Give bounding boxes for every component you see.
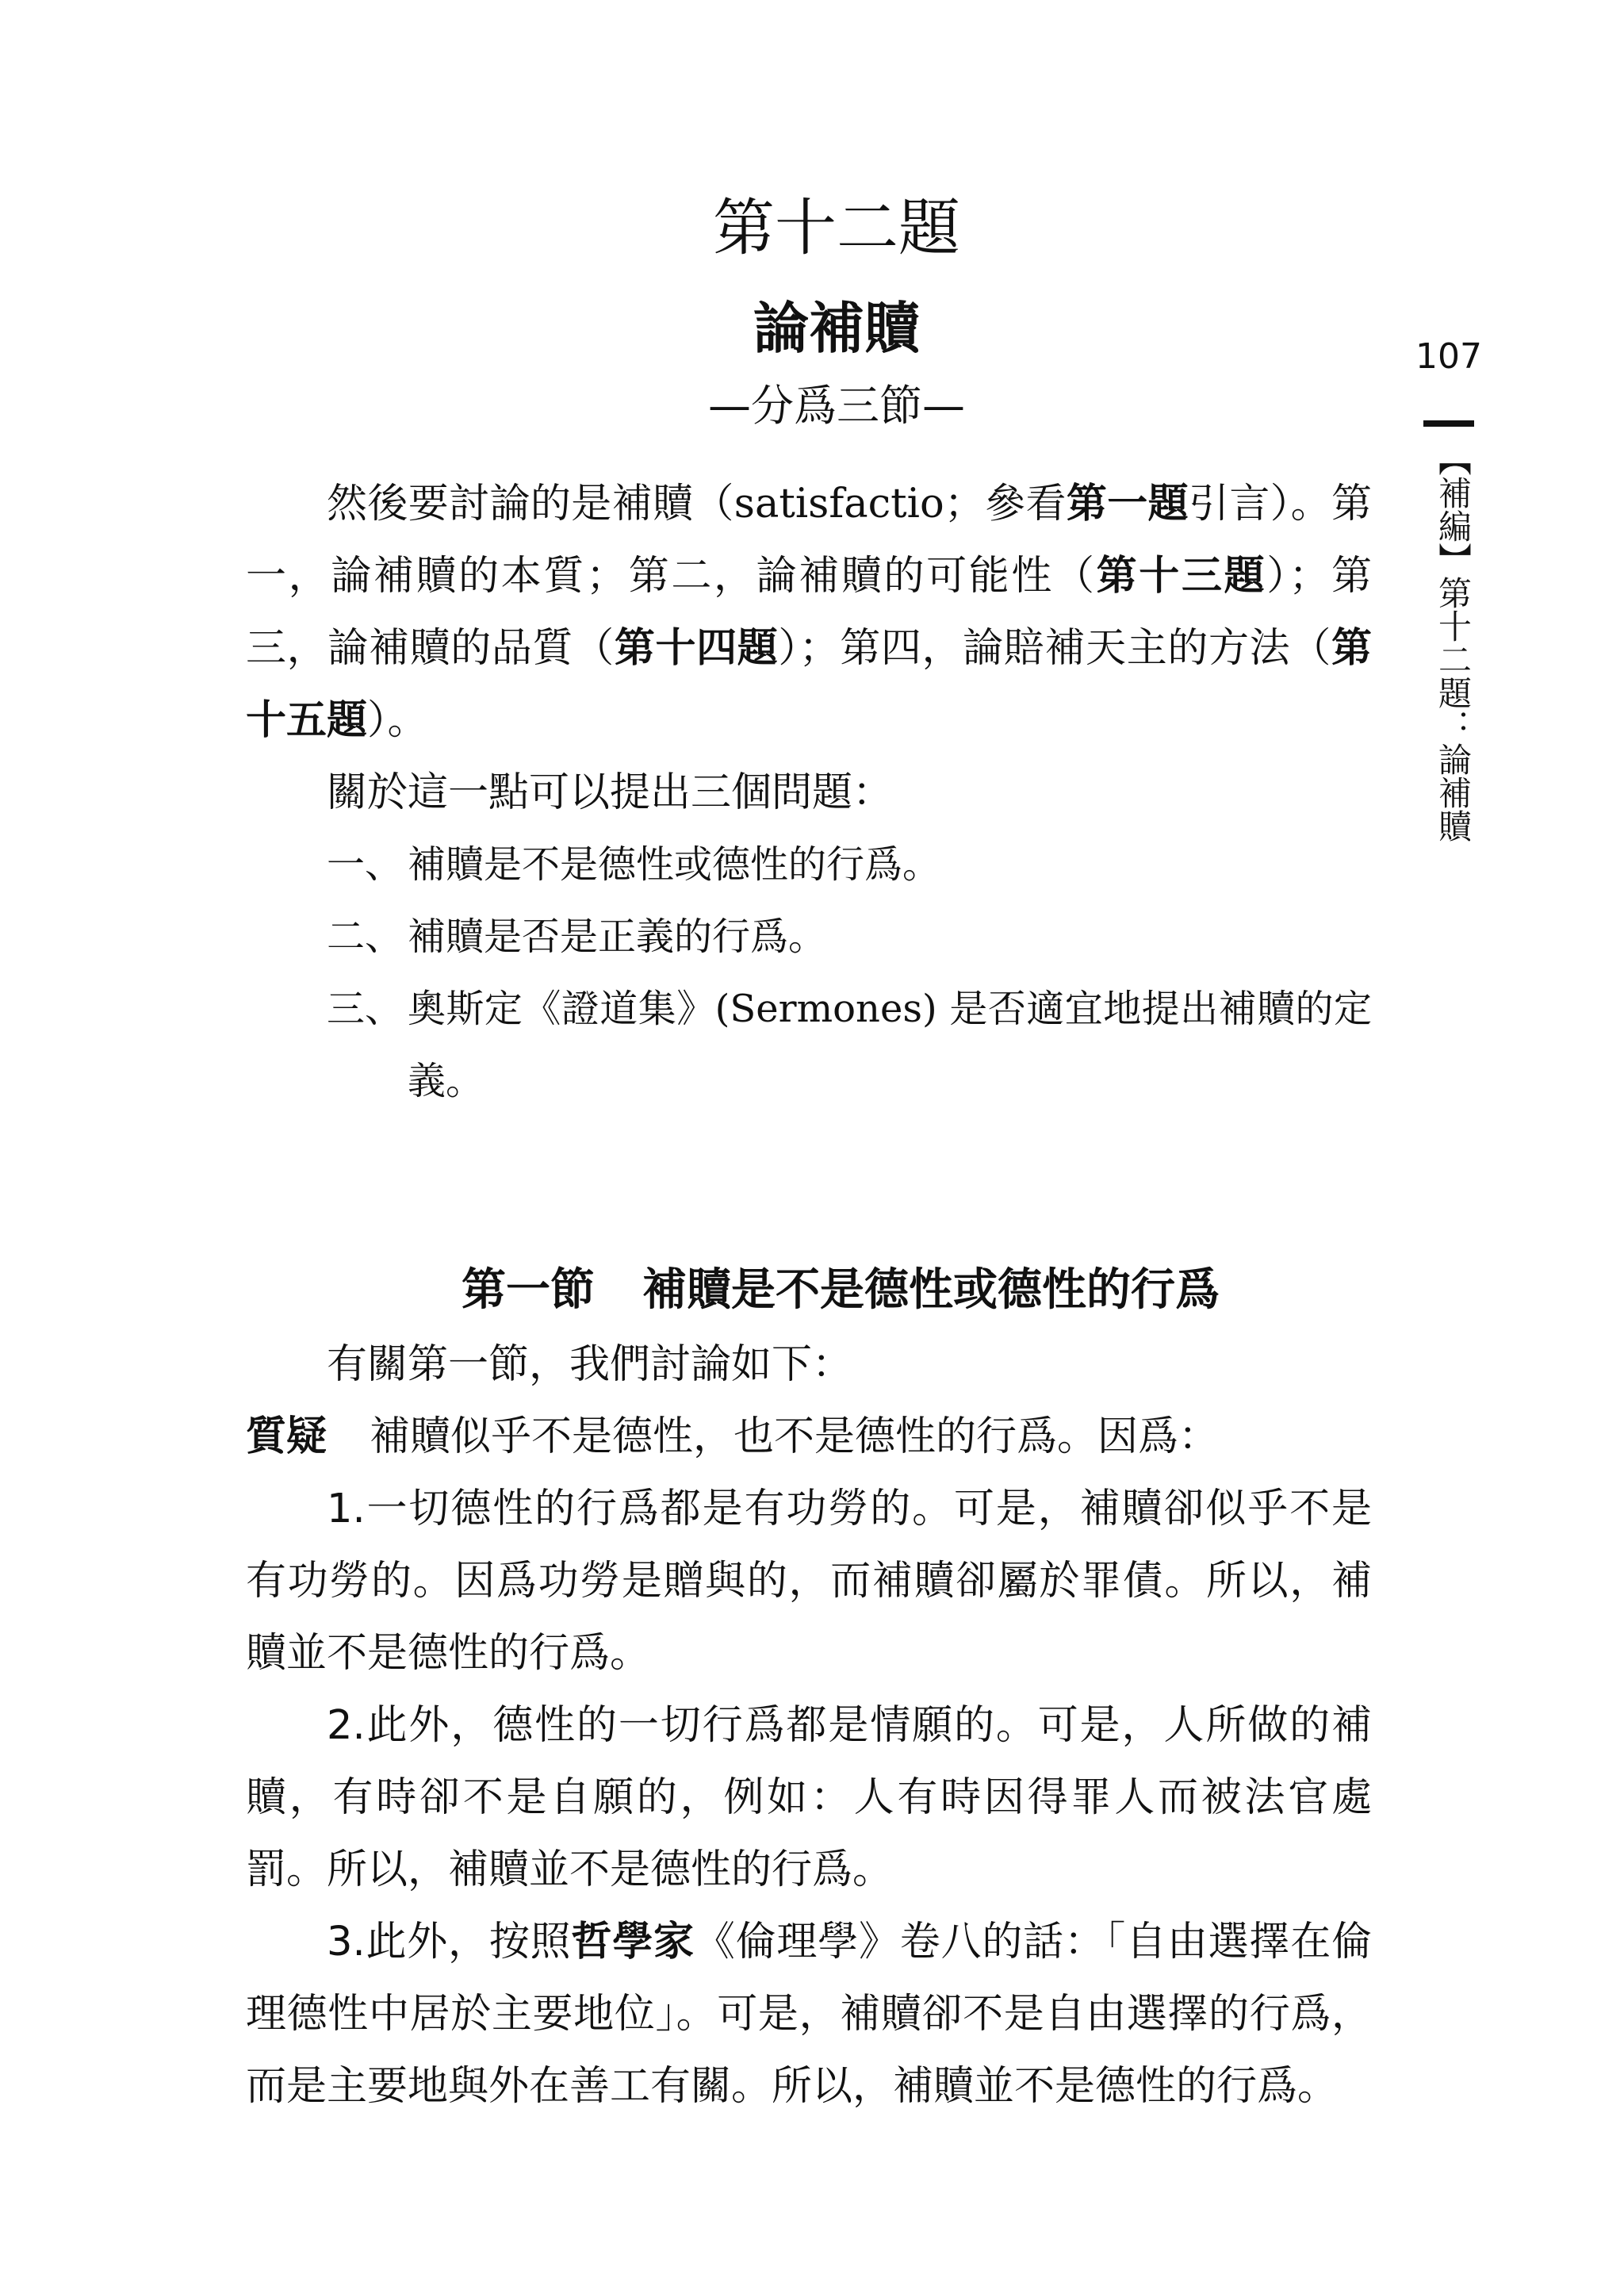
list-item-number: 一、 bbox=[327, 842, 404, 887]
article-1-heading bbox=[246, 1252, 1372, 1329]
article-title: 補贖是不是德性或德性的行爲 bbox=[642, 1264, 1220, 1316]
intro-text-e: ）；第四，論賠補天主的方法（ bbox=[778, 625, 1331, 672]
objection-intro: 補贖似乎不是德性，也不是德性的行爲。因爲： bbox=[370, 1413, 1220, 1460]
latin-term: satisfactio bbox=[733, 481, 944, 527]
objection-3-text-b: 《倫理學》卷八的話：「自由選擇在倫理德性中居於主要地位」。可是，補贖卻不是自由選擇的行爲，而是主要地與外在善工有關。所以，補贖並不是德性的行爲。 bbox=[246, 1919, 1372, 2110]
list-item bbox=[246, 829, 1372, 901]
objection-2: 2.此外，德性的一切行爲都是情願的。可是，人所做的補贖，有時卻不是自願的，例如：人有時因得罪人而被法官處罰。所以，補贖並不是德性的行爲。 bbox=[246, 1702, 1372, 1893]
list-item-number: 二、 bbox=[327, 915, 404, 959]
intro-paragraph bbox=[246, 468, 1372, 757]
cross-ref-question-14: 第十四題 bbox=[614, 625, 779, 672]
objection-heading bbox=[246, 1401, 1372, 1473]
article-lead: 有關第一節，我們討論如下： bbox=[327, 1341, 853, 1388]
list-item-text: 補贖是不是德性或德性的行爲。 bbox=[408, 842, 941, 887]
questions-lead: 關於這一點可以提出三個問題： bbox=[327, 769, 894, 816]
objection-1: 1.一切德性的行爲都是有功勞的。可是，補贖卻似乎不是有功勞的。因爲功勞是贈與的，而補贖卻屬於罪債。所以，補贖並不是德性的行爲。 bbox=[246, 1486, 1372, 1677]
list-item bbox=[246, 973, 1372, 1118]
article-label: 第一節 bbox=[462, 1264, 595, 1316]
intro-text-b: ；參看 bbox=[944, 481, 1067, 527]
cross-ref-question-13: 第十三題 bbox=[1096, 553, 1267, 600]
intro-text-d: ）；第三，論補贖的品質（ bbox=[246, 553, 1372, 672]
page-number: 107 bbox=[1415, 336, 1482, 377]
list-item-text: 奧斯定《證道集》(Sermones) 是否適宜地提出補贖的定義。 bbox=[408, 987, 1372, 1103]
question-title-heading: 論補贖 bbox=[753, 296, 920, 361]
intro-text-a: 然後要討論的是補贖（ bbox=[327, 481, 734, 527]
intro-text-c: 引言）。第一，論補贖的本質；第二，論補贖的可能性（ bbox=[246, 481, 1372, 600]
objection-3-text-a: 3.此外，按照 bbox=[327, 1919, 572, 1965]
margin-rule bbox=[1423, 420, 1474, 427]
cross-ref-question-1: 第一題 bbox=[1066, 481, 1189, 527]
intro-text-f: ）。 bbox=[367, 697, 428, 744]
question-subtitle: —分爲三節— bbox=[708, 381, 965, 431]
question-number-heading: 第十二題 bbox=[712, 193, 960, 264]
article-1-body bbox=[246, 1329, 1372, 2122]
running-head: 【補編】第十二題：論補贖 bbox=[1434, 443, 1473, 842]
cross-ref-question-15: 第十五題 bbox=[246, 625, 1372, 744]
main-text-block bbox=[246, 190, 1372, 2122]
intro-section bbox=[246, 468, 1372, 829]
objection-label: 質疑 bbox=[246, 1413, 327, 1460]
list-item-text: 補贖是否是正義的行爲。 bbox=[408, 915, 827, 959]
question-list bbox=[246, 829, 1372, 1118]
philosopher-ref: 哲學家 bbox=[571, 1919, 695, 1965]
list-item bbox=[246, 901, 1372, 973]
page-margin-header bbox=[1405, 333, 1492, 842]
list-item-number: 三、 bbox=[327, 987, 404, 1031]
objection-3 bbox=[246, 1906, 1372, 2122]
